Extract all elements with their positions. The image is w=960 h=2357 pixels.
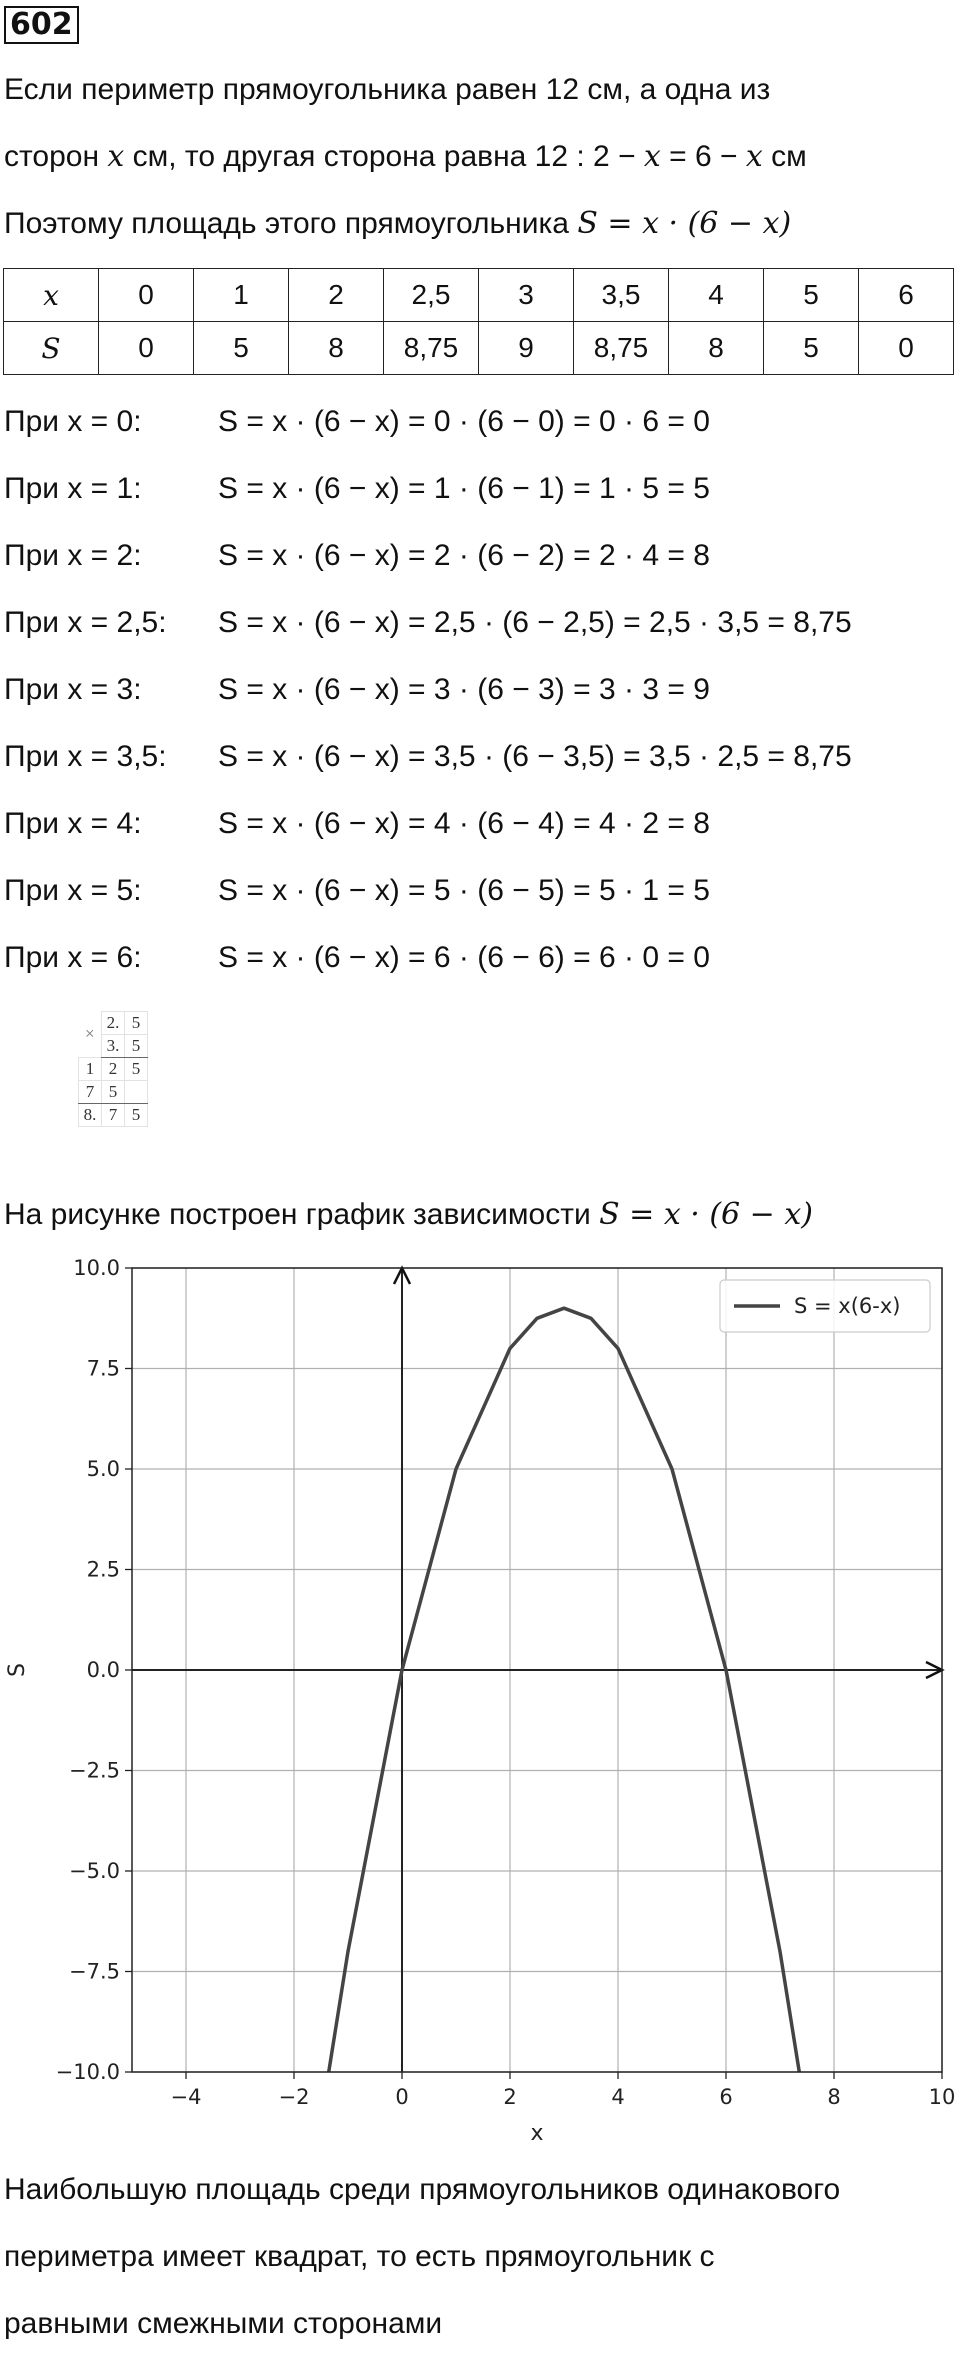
chart-axes — [132, 1268, 942, 2072]
calc-expression: S = x · (6 − x) = 3,5 · (6 − 3,5) = 3,5 · 2,5 = 8,75 — [218, 740, 852, 773]
calc-expression: S = x · (6 − x) = 0 · (6 − 0) = 0 · 6 = 0 — [218, 405, 710, 438]
calc-expression: S = x · (6 − x) = 6 · (6 − 6) = 6 · 0 = 0 — [218, 941, 710, 974]
x-tick-label: 4 — [611, 2085, 625, 2109]
calc-expression: S = x · (6 − x) = 4 · (6 − 4) = 4 · 2 = 8 — [218, 807, 710, 840]
chart-ticks — [56, 1256, 956, 2109]
mult-row — [79, 1104, 148, 1127]
y-tick-label: −5.0 — [69, 1859, 120, 1883]
calc-label: При x = 3,5: — [4, 740, 167, 773]
table-cell: 8 — [669, 322, 764, 375]
table-cell: 8 — [289, 322, 384, 375]
x-tick-label: 8 — [827, 2085, 841, 2109]
mult-cell: 2 — [102, 1058, 125, 1081]
table-head-s: S — [4, 322, 99, 375]
table-cell: 3 — [479, 269, 574, 322]
mult-cell: 5 — [125, 1035, 148, 1058]
x-tick-label: −4 — [170, 2085, 202, 2109]
calc-expression: S = x · (6 − x) = 5 · (6 − 5) = 5 · 1 = 5 — [218, 874, 710, 907]
mult-cell: 5 — [125, 1058, 148, 1081]
mult-row — [79, 1058, 148, 1081]
calc-expression: S = x · (6 − x) = 2 · (6 − 2) = 2 · 4 = 8 — [218, 539, 710, 572]
mult-cell: 1 — [79, 1058, 102, 1081]
table-cell: 0 — [859, 322, 954, 375]
mult-cell — [125, 1081, 148, 1104]
mult-cell: 8. — [79, 1104, 102, 1127]
table-cell: 5 — [764, 322, 859, 375]
intro-line-2-a: сторон — [4, 140, 108, 173]
parabola-chart — [0, 1254, 960, 2164]
column-multiplication — [78, 1011, 148, 1127]
table-cell: 4 — [669, 269, 764, 322]
intro-line-2-b: см, то другая сторона равна 12 : 2 − — [124, 140, 644, 173]
calc-expression: S = x · (6 − x) = 2,5 · (6 − 2,5) = 2,5 · 3,5 = 8,75 — [218, 606, 852, 639]
values-table — [3, 268, 954, 375]
y-tick-label: −2.5 — [69, 1758, 120, 1783]
calc-expression: S = x · (6 − x) = 1 · (6 − 1) = 1 · 5 = 5 — [218, 472, 710, 505]
mult-cell: 5 — [102, 1081, 125, 1104]
series-line — [326, 1308, 801, 2086]
table-cell: 0 — [99, 322, 194, 375]
x-tick-label: 6 — [719, 2085, 733, 2109]
multiply-sign: × — [84, 1024, 95, 1044]
y-tick-label: 10.0 — [73, 1256, 120, 1280]
table-cell: 0 — [99, 269, 194, 322]
table-cell: 9 — [479, 322, 574, 375]
table-row-s — [4, 322, 954, 375]
intro-line-2-d: см — [762, 140, 807, 173]
legend-entry: S = x(6-x) — [794, 1294, 901, 1318]
y-tick-label: −10.0 — [55, 2060, 120, 2084]
mult-cell: 7 — [102, 1104, 125, 1127]
table-head-x: x — [4, 269, 99, 322]
table-cell: 3,5 — [574, 269, 669, 322]
intro-line-1: Если периметр прямоугольника равен 12 см, а одна из — [4, 73, 771, 106]
calc-label: При x = 5: — [4, 874, 142, 907]
x-tick-label: 2 — [503, 2085, 517, 2109]
chart-legend — [720, 1280, 930, 1332]
x-axis-label: x — [530, 2121, 544, 2146]
conclusion-line-1: Наибольшую площадь среди прямоугольников одинакового — [4, 2173, 841, 2206]
y-tick-label: 2.5 — [86, 1557, 120, 1582]
table-cell: 6 — [859, 269, 954, 322]
mult-cell: 2. — [102, 1012, 125, 1035]
area-formula: S = x · (6 − x) — [577, 206, 792, 241]
table-cell: 5 — [194, 322, 289, 375]
calc-label: При x = 2,5: — [4, 606, 167, 639]
conclusion-line-3: равными смежными сторонами — [4, 2307, 443, 2340]
calc-expression: S = x · (6 − x) = 3 · (6 − 3) = 3 · 3 = 9 — [218, 673, 710, 706]
table-cell: 8,75 — [574, 322, 669, 375]
calc-label: При x = 4: — [4, 807, 142, 840]
x-tick-label: −2 — [278, 2085, 310, 2109]
mult-cell: 3. — [102, 1035, 125, 1058]
intro-line-3-text: Поэтому площадь этого прямоугольника — [4, 207, 578, 240]
mult-cell: 5 — [125, 1012, 148, 1035]
mult-cell: 5 — [125, 1104, 148, 1127]
y-axis-label: S — [5, 1663, 30, 1677]
var-x: x — [107, 139, 125, 174]
y-tick-label: −7.5 — [69, 1959, 120, 1984]
chart-series — [326, 1308, 801, 2086]
graph-caption-text: На рисунке построен график зависимости — [4, 1198, 600, 1231]
x-tick-label: 10 — [928, 2085, 956, 2109]
calc-label: При x = 2: — [4, 539, 142, 572]
y-tick-label: 5.0 — [86, 1457, 120, 1481]
table-cell: 1 — [194, 269, 289, 322]
table-cell: 2,5 — [384, 269, 479, 322]
var-x: x — [643, 139, 661, 174]
var-x: x — [745, 139, 763, 174]
calc-label: При x = 6: — [4, 941, 142, 974]
mult-row — [79, 1012, 148, 1035]
table-cell: 8,75 — [384, 322, 479, 375]
calc-label: При x = 0: — [4, 405, 142, 438]
table-cell: 5 — [764, 269, 859, 322]
table-cell: 2 — [289, 269, 384, 322]
mult-cell: 7 — [79, 1081, 102, 1104]
conclusion-line-2: периметра имеет квадрат, то есть прямоугольник с — [4, 2240, 715, 2273]
y-tick-label: 0.0 — [86, 1658, 120, 1682]
table-row-x — [4, 269, 954, 322]
intro-line-2 — [4, 139, 807, 175]
mult-row — [79, 1081, 148, 1104]
intro-line-3 — [4, 206, 791, 242]
task-number: 602 — [4, 6, 79, 44]
y-tick-label: 7.5 — [86, 1356, 120, 1381]
graph-caption-formula: S = x · (6 − x) — [599, 1197, 813, 1232]
calc-label: При x = 3: — [4, 673, 142, 706]
graph-caption — [4, 1197, 813, 1233]
intro-line-2-c: = 6 − — [660, 140, 746, 173]
calc-label: При x = 1: — [4, 472, 142, 505]
x-tick-label: 0 — [395, 2085, 409, 2109]
